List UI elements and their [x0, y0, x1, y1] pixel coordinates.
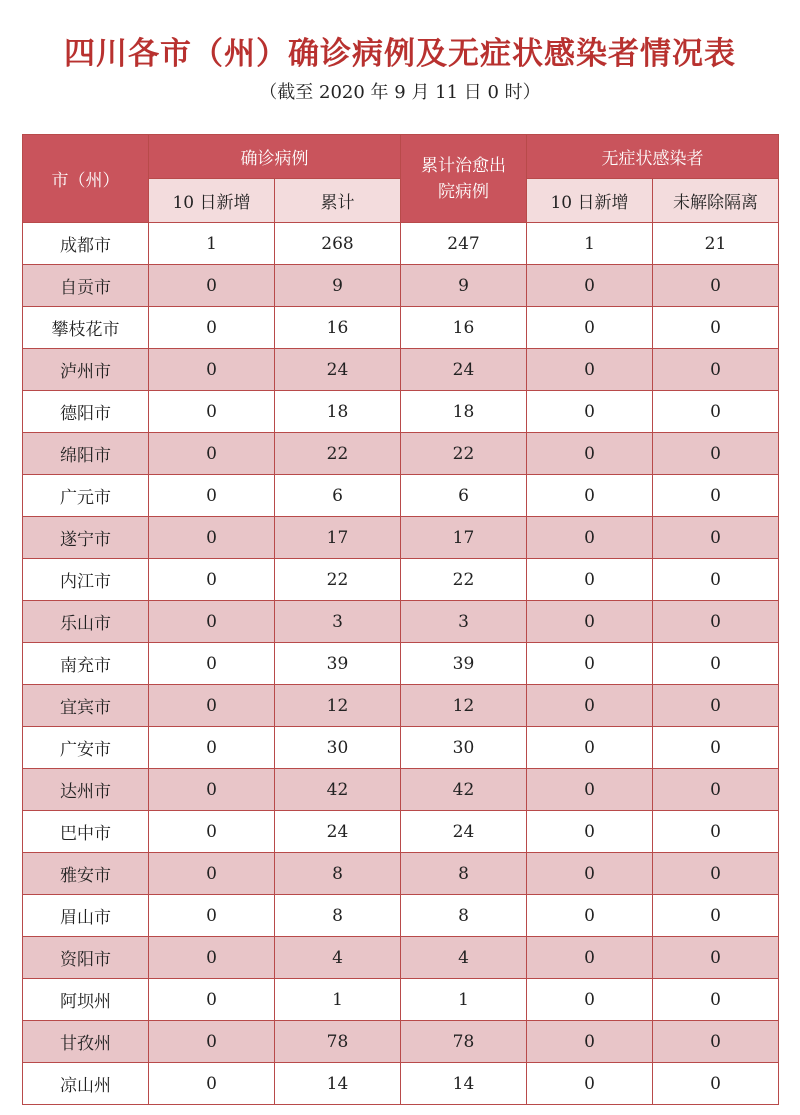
city-cell: 阿坝州 [23, 979, 149, 1021]
asym-isolation-cell: 0 [653, 937, 779, 979]
recovered-cell: 247 [401, 223, 527, 265]
asym-new-cell: 0 [527, 1021, 653, 1063]
city-cell: 宜宾市 [23, 685, 149, 727]
asym-new-cell: 1 [527, 223, 653, 265]
city-cell: 巴中市 [23, 811, 149, 853]
confirmed-new-cell: 0 [149, 853, 275, 895]
table-row [23, 517, 779, 559]
table-row [23, 643, 779, 685]
recovered-cell: 17 [401, 517, 527, 559]
asym-isolation-cell: 21 [653, 223, 779, 265]
city-cell: 雅安市 [23, 853, 149, 895]
confirmed-total-cell: 42 [275, 769, 401, 811]
table-body [23, 223, 779, 1105]
recovered-cell: 9 [401, 265, 527, 307]
confirmed-total-cell: 3 [275, 601, 401, 643]
confirmed-total-cell: 78 [275, 1021, 401, 1063]
confirmed-total-cell: 9 [275, 265, 401, 307]
city-cell: 攀枝花市 [23, 307, 149, 349]
confirmed-total-cell: 22 [275, 433, 401, 475]
table-row [23, 895, 779, 937]
asym-isolation-cell: 0 [653, 391, 779, 433]
recovered-cell: 16 [401, 307, 527, 349]
city-cell: 达州市 [23, 769, 149, 811]
city-cell: 自贡市 [23, 265, 149, 307]
recovered-cell: 22 [401, 433, 527, 475]
asym-isolation-cell: 0 [653, 979, 779, 1021]
confirmed-total-cell: 4 [275, 937, 401, 979]
recovered-cell: 4 [401, 937, 527, 979]
header-asymptomatic-group: 无症状感染者 [527, 135, 779, 179]
table-row [23, 685, 779, 727]
city-cell: 泸州市 [23, 349, 149, 391]
asym-new-cell: 0 [527, 307, 653, 349]
recovered-cell: 39 [401, 643, 527, 685]
confirmed-new-cell: 0 [149, 1063, 275, 1105]
table-row [23, 601, 779, 643]
recovered-cell: 12 [401, 685, 527, 727]
confirmed-total-cell: 8 [275, 853, 401, 895]
asym-isolation-cell: 0 [653, 895, 779, 937]
table-row [23, 433, 779, 475]
asym-isolation-cell: 0 [653, 517, 779, 559]
asym-isolation-cell: 0 [653, 475, 779, 517]
city-cell: 乐山市 [23, 601, 149, 643]
asym-new-cell: 0 [527, 643, 653, 685]
city-cell: 遂宁市 [23, 517, 149, 559]
recovered-cell: 24 [401, 349, 527, 391]
confirmed-total-cell: 6 [275, 475, 401, 517]
confirmed-new-cell: 0 [149, 559, 275, 601]
confirmed-new-cell: 0 [149, 265, 275, 307]
table-row [23, 475, 779, 517]
asym-new-cell: 0 [527, 727, 653, 769]
confirmed-new-cell: 0 [149, 895, 275, 937]
recovered-cell: 6 [401, 475, 527, 517]
asym-isolation-cell: 0 [653, 265, 779, 307]
recovered-cell: 3 [401, 601, 527, 643]
confirmed-new-cell: 0 [149, 727, 275, 769]
asym-new-cell: 0 [527, 685, 653, 727]
asym-isolation-cell: 0 [653, 685, 779, 727]
asym-isolation-cell: 0 [653, 601, 779, 643]
asym-new-cell: 0 [527, 475, 653, 517]
table-row [23, 727, 779, 769]
confirmed-new-cell: 0 [149, 979, 275, 1021]
asym-isolation-cell: 0 [653, 433, 779, 475]
header-city: 市（州） [23, 135, 149, 223]
asym-new-cell: 0 [527, 349, 653, 391]
city-cell: 资阳市 [23, 937, 149, 979]
confirmed-new-cell: 1 [149, 223, 275, 265]
asym-new-cell: 0 [527, 559, 653, 601]
confirmed-new-cell: 0 [149, 769, 275, 811]
header-recovered: 累计治愈出院病例 [401, 135, 527, 223]
table-row [23, 349, 779, 391]
recovered-cell: 30 [401, 727, 527, 769]
confirmed-total-cell: 24 [275, 349, 401, 391]
recovered-cell: 18 [401, 391, 527, 433]
asym-isolation-cell: 0 [653, 769, 779, 811]
confirmed-new-cell: 0 [149, 685, 275, 727]
city-cell: 眉山市 [23, 895, 149, 937]
city-cell: 广安市 [23, 727, 149, 769]
recovered-cell: 24 [401, 811, 527, 853]
asym-new-cell: 0 [527, 937, 653, 979]
asym-new-cell: 0 [527, 1063, 653, 1105]
asym-new-cell: 0 [527, 853, 653, 895]
table-row [23, 1063, 779, 1105]
header-confirmed-total: 累计 [275, 179, 401, 223]
city-cell: 广元市 [23, 475, 149, 517]
asym-new-cell: 0 [527, 601, 653, 643]
confirmed-new-cell: 0 [149, 349, 275, 391]
confirmed-total-cell: 268 [275, 223, 401, 265]
confirmed-total-cell: 24 [275, 811, 401, 853]
table-row [23, 769, 779, 811]
recovered-cell: 78 [401, 1021, 527, 1063]
table-row [23, 937, 779, 979]
confirmed-total-cell: 16 [275, 307, 401, 349]
confirmed-new-cell: 0 [149, 433, 275, 475]
asym-new-cell: 0 [527, 433, 653, 475]
confirmed-total-cell: 17 [275, 517, 401, 559]
city-cell: 凉山州 [23, 1063, 149, 1105]
table-row [23, 223, 779, 265]
confirmed-total-cell: 30 [275, 727, 401, 769]
table-row [23, 307, 779, 349]
confirmed-new-cell: 0 [149, 307, 275, 349]
table-row [23, 853, 779, 895]
asym-isolation-cell: 0 [653, 307, 779, 349]
city-cell: 内江市 [23, 559, 149, 601]
asym-isolation-cell: 0 [653, 643, 779, 685]
header-asym-isolation: 未解除隔离 [653, 179, 779, 223]
confirmed-new-cell: 0 [149, 601, 275, 643]
table-row [23, 979, 779, 1021]
confirmed-new-cell: 0 [149, 811, 275, 853]
asym-isolation-cell: 0 [653, 727, 779, 769]
confirmed-total-cell: 12 [275, 685, 401, 727]
asym-new-cell: 0 [527, 895, 653, 937]
page-subtitle: （截至 2020 年 9 月 11 日 0 时） [259, 82, 541, 103]
header-asym-new: 10 日新增 [527, 179, 653, 223]
asym-isolation-cell: 0 [653, 349, 779, 391]
confirmed-total-cell: 14 [275, 1063, 401, 1105]
confirmed-total-cell: 22 [275, 559, 401, 601]
confirmed-new-cell: 0 [149, 517, 275, 559]
asym-new-cell: 0 [527, 391, 653, 433]
city-cell: 成都市 [23, 223, 149, 265]
recovered-cell: 14 [401, 1063, 527, 1105]
confirmed-new-cell: 0 [149, 475, 275, 517]
asym-new-cell: 0 [527, 517, 653, 559]
recovered-cell: 1 [401, 979, 527, 1021]
confirmed-new-cell: 0 [149, 391, 275, 433]
confirmed-total-cell: 8 [275, 895, 401, 937]
asym-new-cell: 0 [527, 769, 653, 811]
page-title: 四川各市（州）确诊病例及无症状感染者情况表 [64, 36, 736, 72]
asym-isolation-cell: 0 [653, 1063, 779, 1105]
header-confirmed-group: 确诊病例 [149, 135, 401, 179]
confirmed-total-cell: 18 [275, 391, 401, 433]
recovered-cell: 22 [401, 559, 527, 601]
confirmed-total-cell: 1 [275, 979, 401, 1021]
confirmed-new-cell: 0 [149, 1021, 275, 1063]
recovered-cell: 42 [401, 769, 527, 811]
stats-table [22, 134, 779, 1105]
asym-new-cell: 0 [527, 265, 653, 307]
asym-new-cell: 0 [527, 811, 653, 853]
recovered-cell: 8 [401, 853, 527, 895]
asym-isolation-cell: 0 [653, 811, 779, 853]
table-header [23, 135, 779, 223]
city-cell: 南充市 [23, 643, 149, 685]
table-row [23, 811, 779, 853]
table-row [23, 391, 779, 433]
table-row [23, 559, 779, 601]
asym-isolation-cell: 0 [653, 1021, 779, 1063]
confirmed-new-cell: 0 [149, 937, 275, 979]
table-row [23, 265, 779, 307]
city-cell: 绵阳市 [23, 433, 149, 475]
city-cell: 德阳市 [23, 391, 149, 433]
asym-isolation-cell: 0 [653, 559, 779, 601]
confirmed-new-cell: 0 [149, 643, 275, 685]
asym-new-cell: 0 [527, 979, 653, 1021]
recovered-cell: 8 [401, 895, 527, 937]
table-row [23, 1021, 779, 1063]
city-cell: 甘孜州 [23, 1021, 149, 1063]
header-confirmed-new: 10 日新增 [149, 179, 275, 223]
asym-isolation-cell: 0 [653, 853, 779, 895]
confirmed-total-cell: 39 [275, 643, 401, 685]
